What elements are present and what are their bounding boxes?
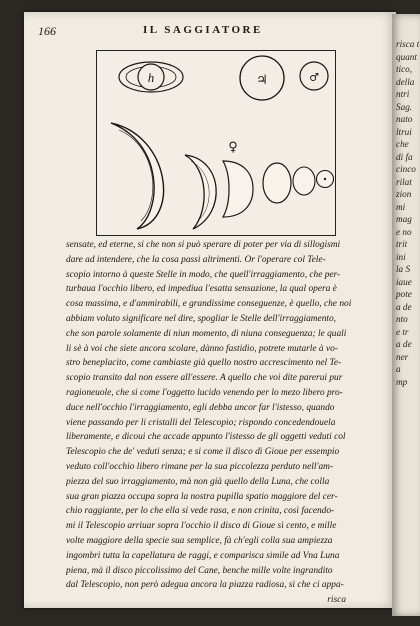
right-page-fragment: cinco: [396, 164, 416, 174]
right-page-fragment: la S: [396, 264, 411, 274]
saturn-label: h: [147, 70, 155, 85]
right-page-fragment: che: [396, 139, 409, 149]
text-line: stro beneplacito, come cambiaste già quello nostro accrescimento nel Te-: [66, 358, 342, 369]
text-line: abbiam voluto significare nel dire, spogliar le Stelle dell'irraggiamento,: [66, 313, 337, 324]
text-line: mi il Telescopio arriuar sopra l'occhio il disco di Gioue sì cento, e mille: [66, 521, 337, 532]
text-line: volte maggiore della specie sua semplice, fà ch'egli colla sua ampiezza: [66, 535, 333, 546]
planet-phases-engraving: [97, 51, 335, 235]
right-page-fragment: risca t: [396, 39, 420, 49]
venus-gibbous-phase-icon: [263, 163, 291, 203]
right-page-fragment: mag: [396, 214, 412, 224]
right-page-fragment: a: [396, 364, 401, 374]
catchword: risca: [327, 595, 346, 606]
text-line: viene passando per li cristalli del Telescopio; rispondo concedendouela: [66, 417, 336, 428]
right-page-fragment: a de: [396, 339, 412, 349]
right-page-fragment: ini: [396, 251, 406, 262]
text-line: li sè à voi che siete ancora scolare, dànno fastidio, potrete mutarle à vo-: [66, 343, 338, 354]
mars-label: ♂: [309, 71, 319, 84]
venus-small-gibbous-icon: [293, 167, 315, 195]
right-page-fragment: della: [396, 76, 415, 87]
right-page-fragment: a de: [396, 301, 412, 312]
text-line: ingombri tutta la capellatura de raggi, e comparisca simile ad Vna Luna: [66, 550, 340, 561]
right-page-fragment: e no: [396, 226, 412, 237]
text-line: che son parole solamente di niun momento, di niuna conseguenza; le quali: [66, 328, 347, 339]
text-line: Telescopio che de' veduti senza; e si come il disco di Gioue per essempio: [66, 447, 340, 458]
right-page-text-fragments: [396, 38, 420, 388]
text-line: scopio intorno à queste Stelle in modo, che quell'irraggiamento, che per-: [66, 269, 341, 280]
text-line: dal Telescopio, non però adegua ancora la piazza radiosa, sì che ci appa-: [66, 580, 344, 591]
right-page-fragment: e tr: [396, 326, 409, 337]
right-page-fragment: mi: [396, 201, 406, 212]
right-page-fragment: tico,: [396, 64, 413, 74]
mars-icon: [300, 62, 328, 90]
right-page-fragment: ltrui: [396, 126, 412, 137]
venus-crescent-large-icon: [111, 123, 164, 229]
venus-half-phase-icon: [223, 161, 253, 217]
right-page-fragment: trit: [396, 239, 408, 249]
right-page-fragment: mp: [396, 376, 408, 387]
right-page-fragment: nato: [396, 114, 413, 124]
text-line: dare ad intendere, che la cosa passi altrimenti. Or l'operare col Tele-: [66, 254, 326, 265]
right-page-fragment: pote: [396, 289, 412, 299]
jupiter-icon: [240, 56, 284, 100]
right-page-fragment: rilat: [396, 176, 412, 187]
text-line: ragioneuole, che si come l'oggetto lucido venendo per lo mezo libero pro-: [66, 387, 343, 398]
right-page-fragment: di fa: [396, 151, 413, 162]
right-page-fragment: Sag.: [396, 101, 413, 112]
text-line: cosa massima, e d'ammirabili, e grandissime conseguenze, è quello, che noi: [66, 299, 352, 310]
saturn-icon: [119, 62, 183, 92]
text-line: scopio transito dal non essere all'essere. A quello che voi dite parerui pur: [66, 373, 343, 384]
text-line: duce nell'occhio l'irraggiamento, egli debba ancor far l'istesso, quando: [66, 402, 335, 413]
right-page-fragment: ntri: [396, 89, 410, 99]
jupiter-label: ♃: [256, 73, 268, 88]
right-page-fragment: zion: [396, 189, 412, 199]
running-head: IL SAGGIATORE: [143, 24, 263, 36]
right-page-fragment: nto: [396, 314, 408, 324]
text-line: piena, mà il disco piccolissimo del Cane, benche mille volte ingrandito: [66, 565, 333, 576]
page-number: 166: [38, 24, 56, 38]
text-line: piezza del suo irraggiamento, mà non già quello della Luna, che colla: [66, 476, 330, 487]
planet-phases-figure: [96, 50, 336, 236]
text-line: sensate, ed eterne, si che non si può sperare di poter per via di sillogismi: [66, 240, 341, 250]
right-page-fragment: ner: [396, 351, 409, 362]
body-text-block: [66, 238, 358, 608]
text-line: chio raggiante, per lo che ella si vede rasa, e non crinita, così facendo-: [66, 506, 335, 517]
right-page-fragment: quant: [396, 51, 417, 62]
venus-symbol-icon: ♀: [228, 140, 238, 155]
text-line: turbaua l'occhio libero, ed impediua l'esatta sensazione, la qual opera è: [66, 284, 337, 295]
right-page-fragment: iaue: [396, 276, 412, 287]
right-book-page-edge: [392, 14, 420, 616]
page-header: [38, 24, 328, 40]
text-line: liberamente, e dicoui che accade appunto l'istesso de gli oggetti veduti col: [66, 432, 346, 443]
text-line: veduto coll'occhio libero rimane per la sua piccolezza perduto nell'am-: [66, 461, 334, 472]
text-line: sua gran piazza occupa sopra la nostra pupilla spatio maggiore del cer-: [66, 491, 338, 502]
